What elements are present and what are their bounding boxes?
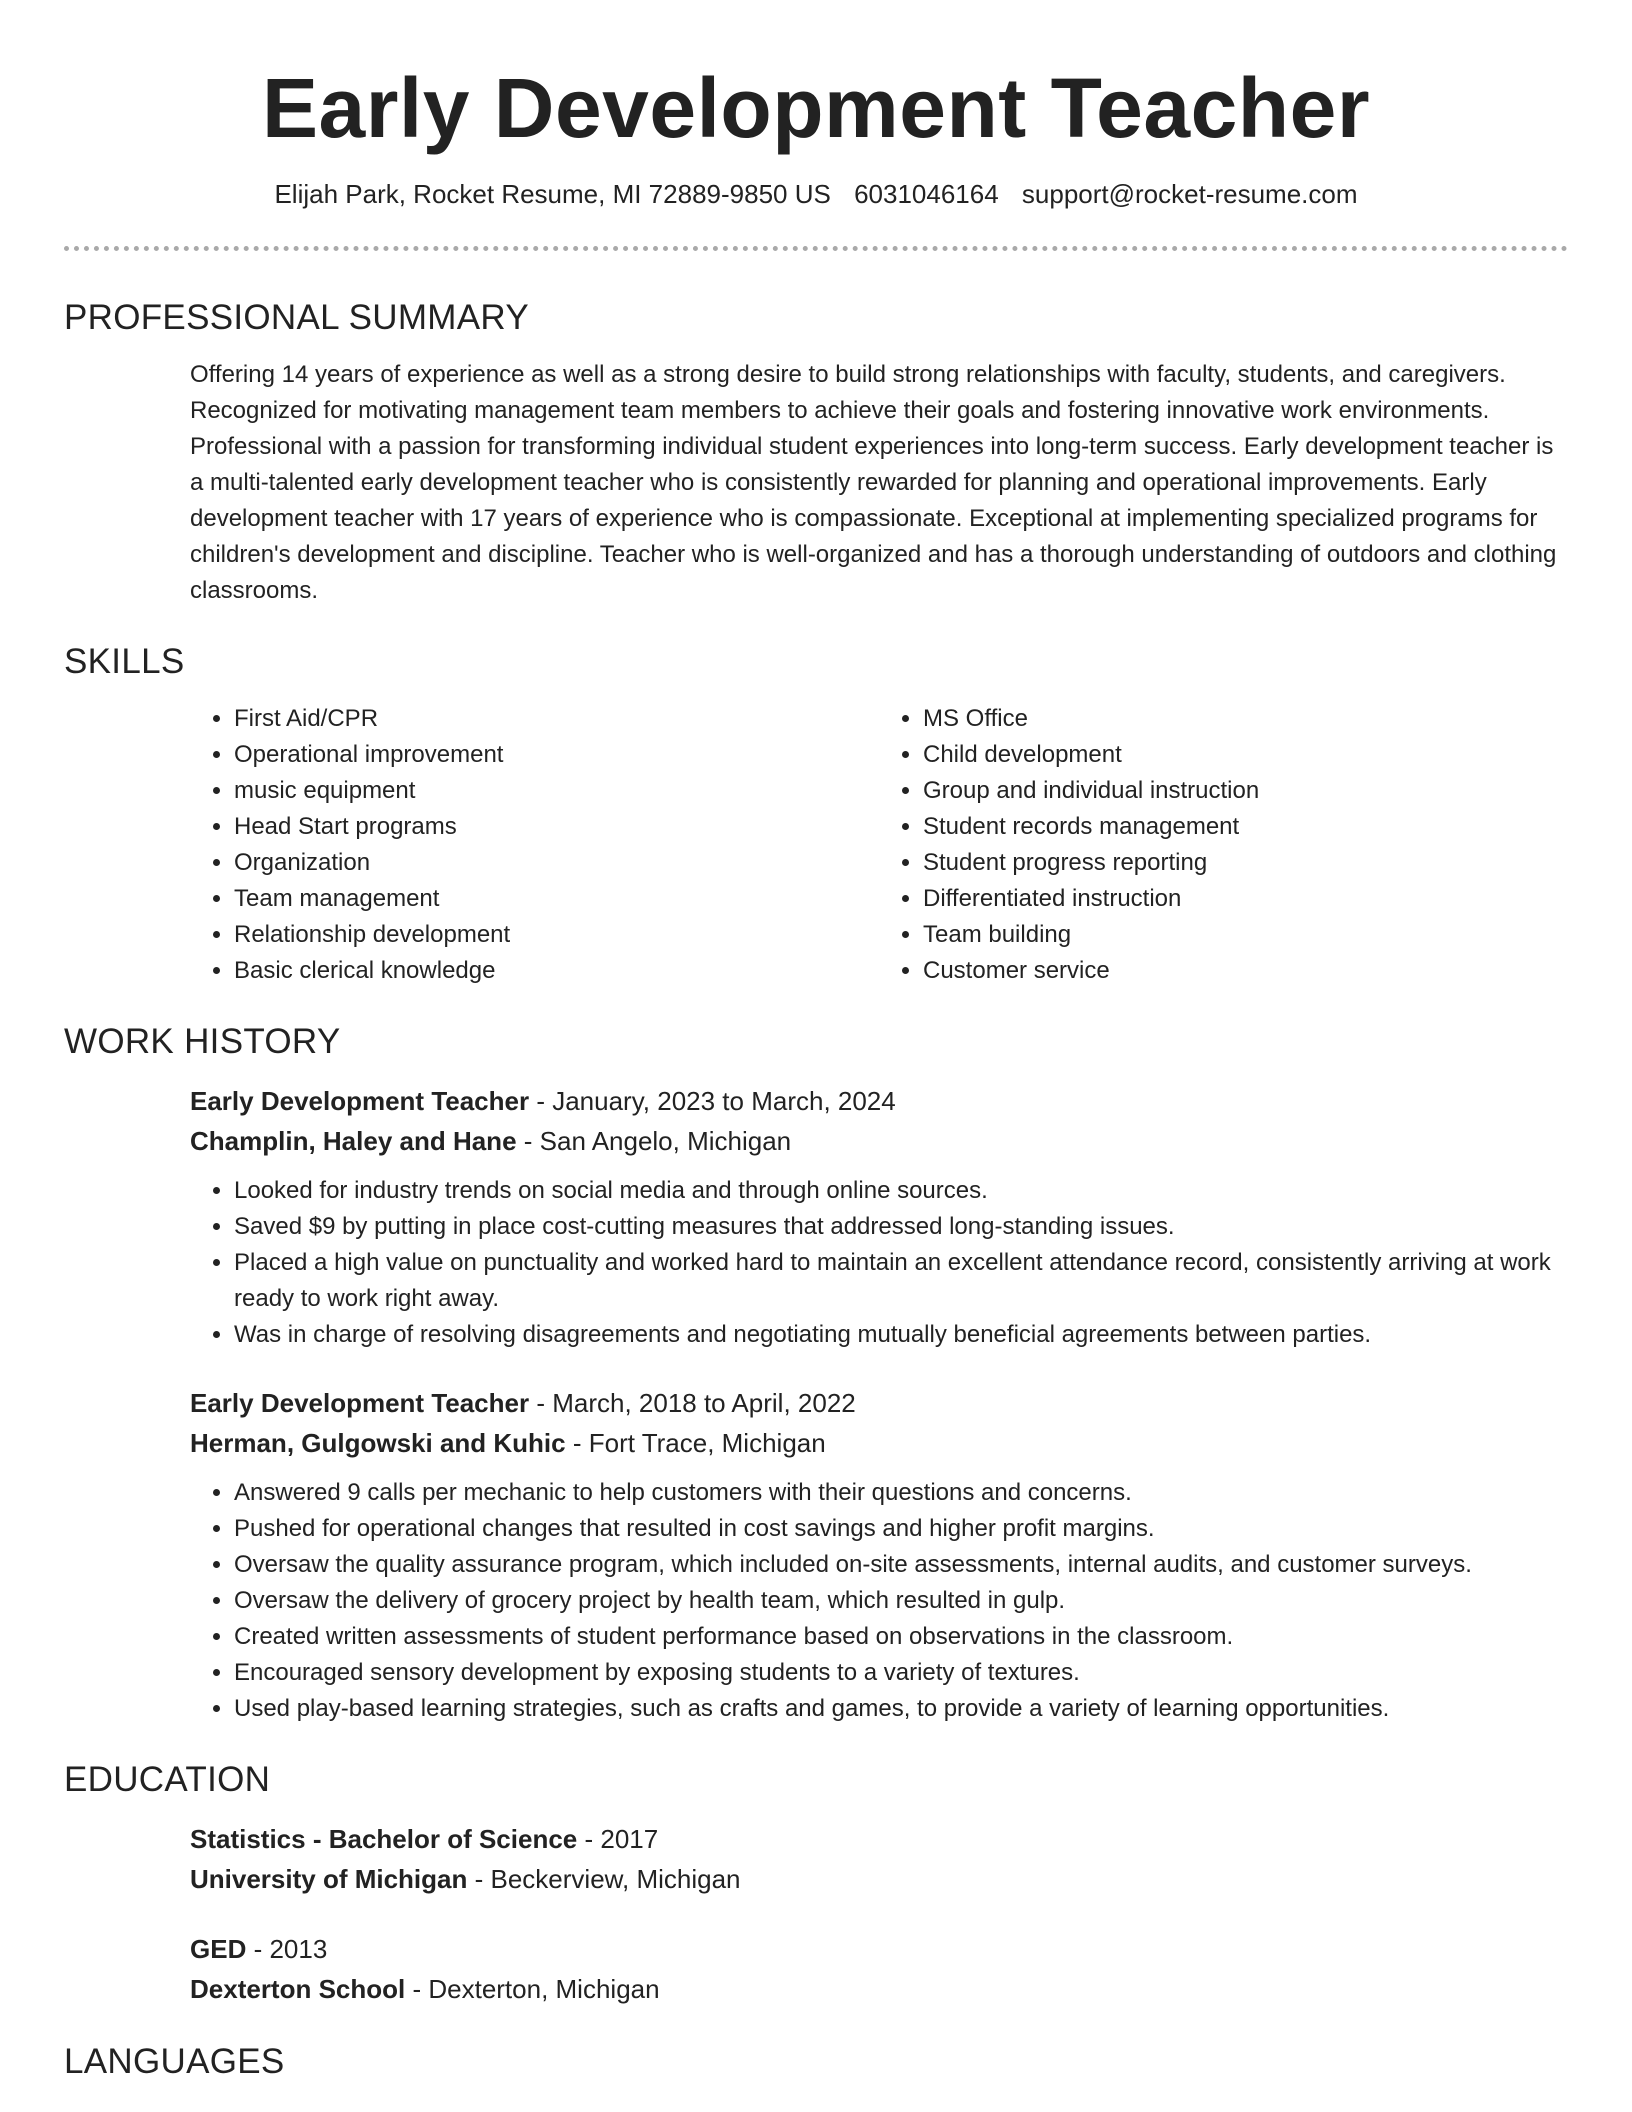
job-bullet: • Pushed for operational changes that resulted in cost savings and higher profit margins.: [234, 1511, 1568, 1547]
education-degree-line: [190, 1819, 1568, 1859]
skill-item: • music equipment: [234, 773, 879, 809]
job-dates: - January, 2023 to March, 2024: [529, 1086, 896, 1116]
job-bullet: • Oversaw the delivery of grocery project by health team, which resulted in gulp.: [234, 1583, 1568, 1619]
job-company-line: [190, 1423, 1568, 1463]
job-title: Early Development Teacher: [190, 1086, 530, 1116]
section-title-education: EDUCATION: [64, 1760, 271, 1799]
summary-body: [190, 357, 1568, 609]
skill-item: • Head Start programs: [234, 809, 879, 845]
summary-section: [64, 295, 1568, 609]
resume-title: Early Development Teacher: [261, 61, 1371, 155]
section-title-work: WORK HISTORY: [64, 1022, 341, 1061]
job-bullets: [190, 1173, 1568, 1353]
job-entry: [190, 1383, 1568, 1727]
contact-phone: 6031046164: [854, 179, 999, 209]
skill-item: • Team building: [923, 917, 1568, 953]
skill-item: • Basic clerical knowledge: [234, 953, 879, 989]
skill-item: • Differentiated instruction: [923, 881, 1568, 917]
skill-item: • First Aid/CPR: [234, 701, 879, 737]
job-bullet: • Oversaw the quality assurance program, which included on-site assessments, internal audits, and customer surveys.: [234, 1547, 1568, 1583]
education-school: Dexterton School: [190, 1974, 406, 2004]
job-bullet: • Answered 9 calls per mechanic to help customers with their questions and concerns.: [234, 1475, 1568, 1511]
skill-item: • Student records management: [923, 809, 1568, 845]
skill-item: • Operational improvement: [234, 737, 879, 773]
job-bullet: • Placed a high value on punctuality and worked hard to maintain an excellent attendance record, consistently arriving at work ready to work right away.: [234, 1245, 1568, 1317]
education-school: University of Michigan: [190, 1864, 468, 1894]
job-bullet: • Encouraged sensory development by exposing students to a variety of textures.: [234, 1655, 1568, 1691]
job-bullet: • Was in charge of resolving disagreements and negotiating mutually beneficial agreements between parties.: [234, 1317, 1568, 1353]
education-section: [64, 1757, 1568, 2009]
education-degree-line: [190, 1929, 1568, 1969]
work-section: [64, 1019, 1568, 1727]
education-school-line: [190, 1969, 1568, 2009]
section-title-skills: SKILLS: [64, 642, 185, 681]
job-location: - Fort Trace, Michigan: [565, 1428, 826, 1458]
skill-item: • Student progress reporting: [923, 845, 1568, 881]
education-body: [190, 1819, 1568, 2009]
section-title-languages: LANGUAGES: [64, 2042, 285, 2081]
education-entry: [190, 1929, 1568, 2009]
education-location: - Dexterton, Michigan: [405, 1974, 660, 2004]
job-title-line: [190, 1081, 1568, 1121]
job-entry: [190, 1081, 1568, 1353]
education-year: - 2013: [246, 1934, 328, 1964]
skill-item: • MS Office: [923, 701, 1568, 737]
skill-item: • Child development: [923, 737, 1568, 773]
header-divider: [64, 246, 1568, 251]
job-company-line: [190, 1121, 1568, 1161]
education-school-line: [190, 1859, 1568, 1899]
skills-section: [64, 639, 1568, 989]
contact-line: [64, 176, 1568, 212]
job-bullets: [190, 1475, 1568, 1727]
languages-section: [64, 2039, 1568, 2085]
skills-column-right: [879, 701, 1568, 989]
job-company: Champlin, Haley and Hane: [190, 1126, 517, 1156]
education-location: - Beckerview, Michigan: [467, 1864, 741, 1894]
summary-text: Offering 14 years of experience as well as a strong desire to build strong relationships with faculty, students, and caregivers. Recognized for motivating management team members to achieve their goals and fostering innovative work environments. Professional with a passion for transforming individual student experiences into long-term success. Early development teacher is a multi-talented early development teacher who is consistently rewarded for planning and operational improvements. Early development teacher with 17 years of experience who is compassionate. Exceptional at implementing specialized programs for children's development and discipline. Teacher who is well-organized and has a thorough understanding of outdoors and clothing classrooms.: [190, 361, 1557, 604]
job-location: - San Angelo, Michigan: [516, 1126, 792, 1156]
skill-item: • Organization: [234, 845, 879, 881]
job-bullet: • Saved $9 by putting in place cost-cutting measures that addressed long-standing issues.: [234, 1209, 1568, 1245]
job-title: Early Development Teacher: [190, 1388, 530, 1418]
skill-item: • Team management: [234, 881, 879, 917]
education-entry: [190, 1819, 1568, 1899]
skill-item: • Customer service: [923, 953, 1568, 989]
work-body: [190, 1081, 1568, 1727]
job-company: Herman, Gulgowski and Kuhic: [190, 1428, 566, 1458]
education-degree: Statistics - Bachelor of Science: [190, 1824, 578, 1854]
skill-item: • Relationship development: [234, 917, 879, 953]
job-bullet: • Created written assessments of student performance based on observations in the classroom.: [234, 1619, 1568, 1655]
section-title-summary: PROFESSIONAL SUMMARY: [64, 298, 529, 337]
resume-page: [64, 0, 1568, 2085]
skills-column-left: [190, 701, 879, 989]
skill-item: • Group and individual instruction: [923, 773, 1568, 809]
education-degree: GED: [190, 1934, 247, 1964]
contact-email[interactable]: support@rocket-resume.com: [1021, 179, 1358, 209]
job-title-line: [190, 1383, 1568, 1423]
contact-address: Elijah Park, Rocket Resume, MI 72889-9850 US: [274, 179, 831, 209]
job-bullet: • Looked for industry trends on social media and through online sources.: [234, 1173, 1568, 1209]
skills-list: [190, 701, 1568, 989]
education-year: - 2017: [577, 1824, 659, 1854]
job-dates: - March, 2018 to April, 2022: [529, 1388, 856, 1418]
job-bullet: • Used play-based learning strategies, such as crafts and games, to provide a variety of learning opportunities.: [234, 1691, 1568, 1727]
